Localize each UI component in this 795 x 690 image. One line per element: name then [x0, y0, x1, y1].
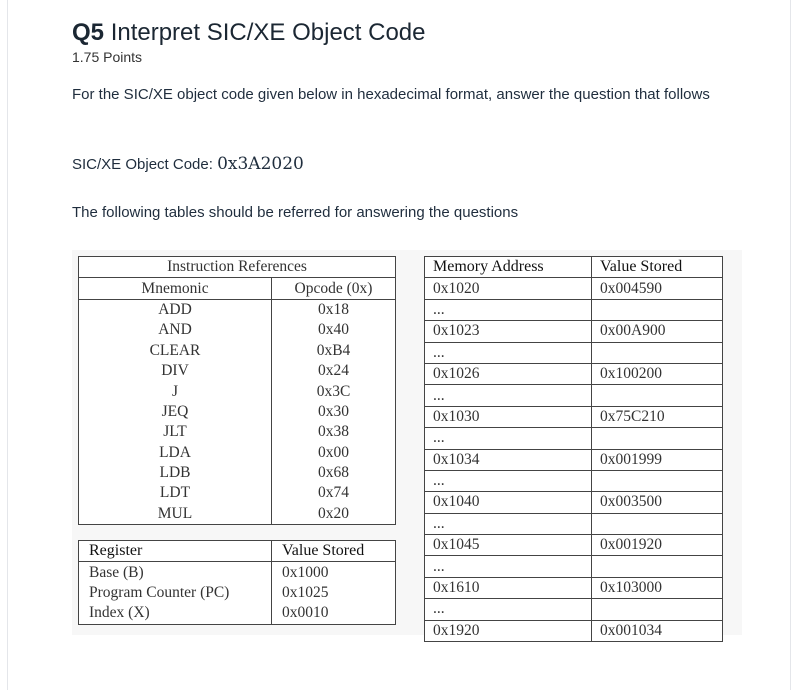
memory-value-cell: 0x100200 — [600, 365, 662, 383]
question-title — [72, 19, 426, 47]
memory-value-cell: 0x004590 — [600, 279, 662, 297]
memory-value-cell — [592, 513, 723, 534]
memory-address-cell: ... — [425, 428, 592, 449]
opcode-cell: 0x38 — [318, 423, 349, 441]
memory-address-cell: 0x1045 — [425, 535, 592, 556]
mnemonic-cell: JLT — [79, 422, 272, 442]
register-value-cell: 0x1025 — [282, 583, 329, 601]
mnemonic-cell: J — [79, 381, 272, 401]
memory-value-cell: 0x00A900 — [600, 322, 666, 340]
instruction-table-row — [79, 422, 396, 442]
memory-address-cell: ... — [425, 470, 592, 491]
memory-table-row — [425, 406, 723, 427]
memory-value-cell: 0x001920 — [600, 536, 662, 554]
memory-table-row — [425, 513, 723, 534]
opcode-cell: 0xB4 — [316, 341, 351, 359]
question-number: Q5 — [72, 19, 105, 46]
mnemonic-cell: JEQ — [79, 402, 272, 422]
register-table-row — [79, 562, 396, 583]
opcode-cell: 0x24 — [318, 362, 349, 380]
memory-table-row — [425, 299, 723, 320]
register-table-row — [79, 583, 396, 603]
instruction-table-row — [79, 299, 396, 320]
tables-note: The following tables should be referred for answering the questions — [72, 204, 519, 221]
memory-value-cell — [592, 428, 723, 449]
opcode-header: Opcode (0x) — [272, 278, 396, 299]
register-value-cell: 0x1000 — [282, 563, 329, 581]
mnemonic-cell: CLEAR — [79, 341, 272, 361]
register-value-cell: 0x0010 — [282, 604, 329, 622]
memory-value-cell: 0x001034 — [600, 621, 662, 639]
instruction-table-row — [79, 443, 396, 463]
mnemonic-cell: MUL — [79, 504, 272, 525]
memory-address-cell: ... — [425, 513, 592, 534]
memory-table-row — [425, 556, 723, 577]
memory-table — [424, 256, 723, 642]
reference-tables-figure — [72, 250, 742, 639]
instruction-table-row — [79, 341, 396, 361]
memory-address-cell: 0x1026 — [425, 363, 592, 384]
register-name-cell: Index (X) — [79, 603, 272, 624]
register-table — [78, 540, 396, 625]
mnemonic-cell: ADD — [79, 299, 272, 320]
memory-value-cell: 0x003500 — [600, 493, 662, 511]
memory-table-row — [425, 321, 723, 342]
opcode-cell: 0x18 — [318, 300, 349, 318]
memory-address-cell: 0x1034 — [425, 449, 592, 470]
memory-value-cell: 0x103000 — [600, 579, 662, 597]
opcode-cell: 0x40 — [318, 321, 349, 339]
instruction-table-row — [79, 381, 396, 401]
memory-address-cell: 0x1610 — [425, 577, 592, 598]
question-title-text: Interpret SIC/XE Object Code — [110, 19, 426, 46]
object-code-label: SIC/XE Object Code: — [72, 156, 213, 173]
memory-table-row — [425, 278, 723, 299]
memory-table-row — [425, 385, 723, 406]
mnemonic-header: Mnemonic — [79, 278, 272, 299]
memory-value-cell: 0x001999 — [600, 450, 662, 468]
instruction-reference-table — [78, 256, 396, 525]
memory-table-row — [425, 577, 723, 598]
instruction-table-row — [79, 320, 396, 340]
memory-table-row — [425, 449, 723, 470]
instruction-table-row — [79, 463, 396, 483]
memory-address-cell: 0x1023 — [425, 321, 592, 342]
memory-value-cell — [592, 470, 723, 491]
mnemonic-cell: DIV — [79, 361, 272, 381]
memory-value-cell — [592, 299, 723, 320]
register-name-cell: Base (B) — [79, 562, 272, 583]
memory-table-row — [425, 363, 723, 384]
register-name-cell: Program Counter (PC) — [79, 583, 272, 603]
opcode-cell: 0x20 — [318, 504, 349, 522]
memory-table-row — [425, 620, 723, 641]
mnemonic-cell: AND — [79, 320, 272, 340]
memory-value-cell — [592, 556, 723, 577]
memory-address-cell: ... — [425, 385, 592, 406]
question-points: 1.75 Points — [72, 49, 143, 65]
mnemonic-cell: LDT — [79, 483, 272, 503]
memory-value-cell — [592, 342, 723, 363]
memory-value-cell — [592, 385, 723, 406]
instruction-table-row — [79, 361, 396, 381]
memory-table-row — [425, 342, 723, 363]
opcode-cell: 0x3C — [316, 382, 351, 400]
memory-value-cell: 0x75C210 — [600, 407, 665, 425]
mnemonic-cell: LDB — [79, 463, 272, 483]
opcode-cell: 0x68 — [318, 464, 349, 482]
memory-address-cell: ... — [425, 299, 592, 320]
opcode-cell: 0x30 — [318, 402, 349, 420]
memory-table-row — [425, 428, 723, 449]
memory-table-row — [425, 599, 723, 620]
memory-address-cell: 0x1040 — [425, 492, 592, 513]
memory-address-cell: ... — [425, 556, 592, 577]
opcode-cell: 0x00 — [318, 443, 349, 461]
memory-address-cell: 0x1030 — [425, 406, 592, 427]
question-prompt: For the SIC/XE object code given below in hexadecimal format, answer the question that follows — [72, 86, 710, 103]
instruction-table-title: Instruction References — [79, 257, 396, 278]
memory-value-cell — [592, 599, 723, 620]
instruction-table-row — [79, 483, 396, 503]
register-header: Register — [79, 541, 272, 562]
object-code-value: 0x3A2020 — [217, 154, 304, 174]
memory-address-cell: ... — [425, 342, 592, 363]
question-card — [7, 0, 791, 690]
memory-table-row — [425, 470, 723, 491]
register-table-row — [79, 603, 396, 624]
register-value-header: Value Stored — [272, 541, 396, 562]
object-code-line — [72, 154, 304, 174]
instruction-table-row — [79, 402, 396, 422]
memory-address-header: Memory Address — [425, 257, 592, 278]
memory-table-row — [425, 492, 723, 513]
memory-value-header: Value Stored — [600, 258, 683, 276]
memory-address-cell: ... — [425, 599, 592, 620]
mnemonic-cell: LDA — [79, 443, 272, 463]
opcode-cell: 0x74 — [318, 484, 349, 502]
memory-address-cell: 0x1020 — [425, 278, 592, 299]
memory-address-cell: 0x1920 — [425, 620, 592, 641]
instruction-table-row — [79, 504, 396, 525]
memory-table-row — [425, 535, 723, 556]
